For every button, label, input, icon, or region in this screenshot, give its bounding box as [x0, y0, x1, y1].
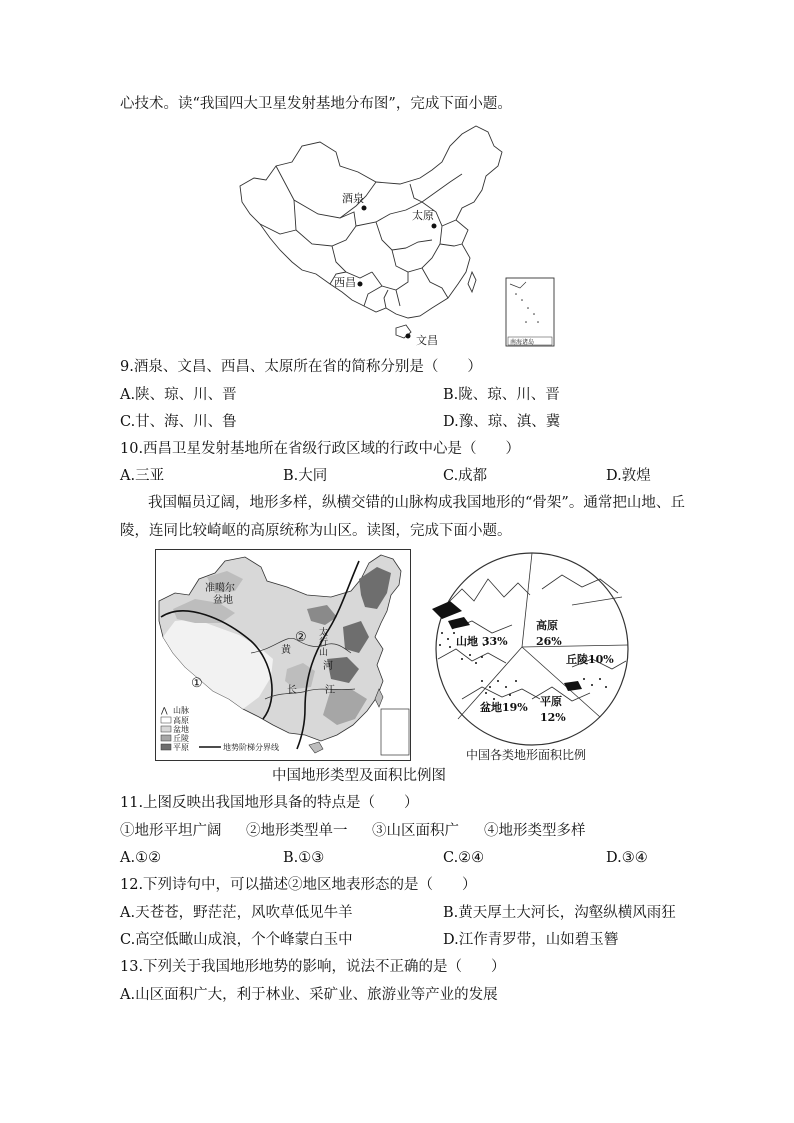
junggar-basin-label: 盆地 — [213, 595, 233, 606]
q10-option-b[interactable]: B.大同 — [283, 468, 328, 484]
launch-base-map — [236, 122, 558, 350]
changjiang-label-2: 江 — [325, 685, 335, 696]
legend-plateau: 高原 — [173, 716, 189, 725]
q9-option-b[interactable]: B.陇、琼、川、晋 — [443, 387, 560, 403]
terrain-map — [155, 549, 411, 761]
legend-basin: 盆地 — [173, 725, 189, 734]
wenchang-label: 文昌 — [416, 334, 438, 347]
q9-stem: 9.酒泉、文昌、西昌、太原所在省的简称分别是（ ） — [120, 359, 482, 375]
q11-stem: 11.上图反映出我国地形具备的特点是（ ） — [120, 795, 419, 811]
q12-option-a[interactable]: A.天苍苍，野茫茫，风吹草低见牛羊 — [120, 905, 353, 921]
q10-option-d[interactable]: D.敦煌 — [606, 468, 651, 484]
xichang-label: 西昌 — [334, 276, 356, 289]
taihang-label-3: 山 — [319, 648, 329, 658]
q11-statement-2: ②地形类型单一 — [246, 823, 348, 839]
taihang-label-1: 太 — [319, 628, 329, 638]
q11-option-b[interactable]: B.①③ — [283, 850, 325, 866]
q12-option-d[interactable]: D.江作青罗带，山如碧玉簪 — [443, 932, 619, 948]
q13-stem: 13.下列关于我国地形地势的影响，说法不正确的是（ ） — [120, 959, 506, 975]
q11-option-c[interactable]: C.②④ — [443, 850, 485, 866]
q12-option-b[interactable]: B.黄天厚土大河长，沟壑纵横风雨狂 — [443, 905, 676, 921]
legend-mountain: 山脉 — [173, 706, 189, 715]
legend-step-boundary: 地势阶梯分界线 — [223, 743, 279, 752]
terrain-proportion-figure — [422, 549, 644, 765]
pie-plateau-value: 26% — [536, 635, 562, 648]
xichang-point — [358, 282, 363, 287]
q10-stem: 10.西昌卫星发射基地所在省级行政区域的行政中心是（ ） — [120, 441, 521, 457]
q11-statement-1: ①地形平坦广阔 — [120, 823, 222, 839]
terrain-map-svg — [155, 549, 411, 761]
figure-caption: 中国地形类型及面积比例图 — [272, 768, 446, 784]
jiuquan-point — [362, 206, 367, 211]
region-2-marker: ② — [295, 630, 307, 645]
changjiang-label-1: 长 — [287, 685, 297, 696]
terrain-proportion-svg — [422, 549, 644, 765]
huanghe-label-2: 河 — [323, 661, 333, 672]
q10-option-a[interactable]: A.三亚 — [120, 468, 165, 484]
wenchang-point — [406, 334, 411, 339]
pie-caption: 中国各类地形面积比例 — [466, 748, 587, 762]
q9-option-d[interactable]: D.豫、琼、滇、冀 — [443, 414, 561, 430]
region-1-marker: ① — [191, 676, 203, 691]
junggar-label: 准噶尔 — [205, 583, 235, 594]
taihang-label-2: 行 — [319, 638, 329, 648]
huanghe-label-1: 黄 — [281, 645, 291, 656]
intro-text: 心技术。读“我国四大卫星发射基地分布图”，完成下面小题。 — [120, 96, 512, 112]
q9-option-a[interactable]: A.陕、琼、川、晋 — [120, 387, 237, 403]
q11-statement-4: ④地形类型多样 — [484, 823, 586, 839]
pie-plain-value: 12% — [540, 711, 566, 724]
svg-text:⋀: ⋀ — [161, 706, 168, 715]
q9-option-c[interactable]: C.甘、海、川、鲁 — [120, 414, 237, 430]
south-sea-islands-label: 南海诸岛 — [510, 339, 535, 346]
legend-hills: 丘陵 — [173, 734, 189, 743]
pie-mountain-label: 山地 33% — [456, 635, 508, 648]
taiyuan-point — [432, 224, 437, 229]
china-outline-map — [236, 122, 558, 350]
pie-hills-label: 丘陵10% — [566, 653, 614, 666]
q12-stem: 12.下列诗句中，可以描述②地区地表形态的是（ ） — [120, 877, 477, 893]
passage-line-2: 陵，连同比较崎岖的高原统称为山区。读图，完成下面小题。 — [120, 523, 512, 539]
q11-option-a[interactable]: A.①② — [120, 850, 162, 866]
q10-option-c[interactable]: C.成都 — [443, 468, 488, 484]
q11-statement-3: ③山区面积广 — [372, 823, 459, 839]
taiyuan-label: 太原 — [412, 209, 434, 222]
q11-option-d[interactable]: D.③④ — [606, 850, 648, 866]
q13-option-a[interactable]: A.山区面积广大，利于林业、采矿业、旅游业等产业的发展 — [120, 987, 498, 1003]
pie-plain-label: 平原 — [540, 695, 562, 708]
passage-line-1: 我国幅员辽阔，地形多样，纵横交错的山脉构成我国地形的“骨架”。通常把山地、丘 — [148, 495, 685, 511]
q12-option-c[interactable]: C.高空低瞰山成浪，个个峰蒙白玉中 — [120, 932, 353, 948]
pie-plateau-label: 高原 — [536, 619, 558, 632]
jiuquan-label: 酒泉 — [342, 192, 364, 205]
pie-basin-label: 盆地19% — [480, 701, 528, 714]
legend-plain: 平原 — [173, 743, 189, 752]
